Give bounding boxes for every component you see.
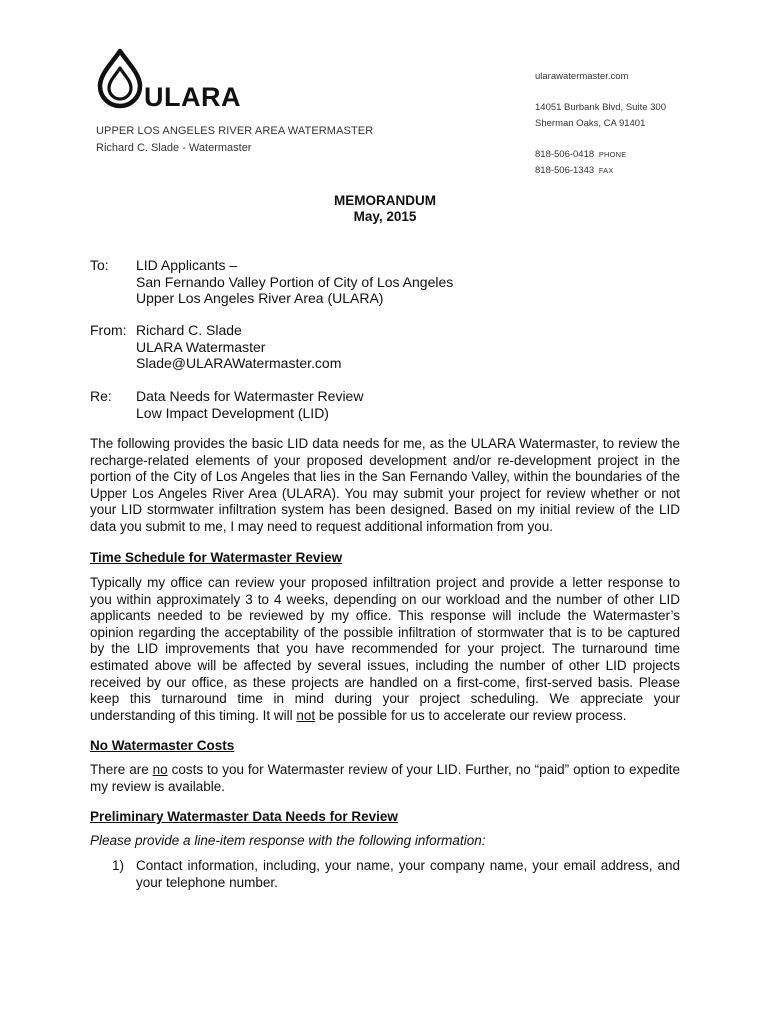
cost-emphasis: no: [152, 762, 168, 777]
cost-text-2: costs to you for Watermaster review of your LID. Further, no “paid” option to expedite my review is available.: [90, 762, 681, 794]
time-schedule-paragraph: [90, 575, 680, 724]
re-line: Low Impact Development (LID): [136, 404, 329, 421]
phone-number: [535, 149, 626, 160]
list-item-text: Contact information, including, your name, your company name, your email address, and your telephone number.: [136, 858, 680, 890]
to-line: San Fernando Valley Portion of City of Los Angeles: [136, 273, 454, 290]
intro-paragraph: The following provides the basic LID data needs for me, as the ULARA Watermaster, to review the recharge-related elements of your proposed development and/or re-development project in the portion of the City of Los Angeles that lies in the San Fernando Valley, within the boundaries of the Upper Los Angeles River Area (ULARA). You may submit your project for review whether or not your LID stormwater infiltration system has been designed. Based on my initial review of the LID data you submit to me, I may need to request additional information from you.: [90, 436, 680, 534]
time-text-1: Typically my office can review your proposed infiltration project and provide a letter response to you within approximately 3 to 4 weeks, depending on our workload and the number of other LID applicants needed to be reviewed by my office. This response will include the Watermaster’s opinion regarding the acceptability of the possible infiltration of stormwater that is to be captured by the LID improvements that you have recommended for your project. The turnaround time estimated above will be affected by several issues, including the number of other LID projects received by our office, as these projects are handled on a first-come, first-served basis. Please keep this turnaround time in mind during your project scheduling. We appreciate your understanding of this timing. It will: [90, 575, 680, 723]
watermaster-name: Richard C. Slade - Watermaster: [96, 142, 252, 154]
fax-number: [535, 165, 614, 176]
org-name: UPPER LOS ANGELES RIVER AREA WATERMASTER: [96, 125, 374, 137]
data-needs-heading: Preliminary Watermaster Data Needs for Review: [90, 809, 398, 824]
time-schedule-heading: Time Schedule for Watermaster Review: [90, 550, 343, 565]
logo-wordmark: ULARA: [144, 82, 241, 112]
ulara-logo: [96, 48, 246, 114]
website-link[interactable]: ularawatermaster.com: [535, 71, 629, 82]
address-line-2: Sherman Oaks, CA 91401: [535, 118, 646, 129]
to-label: To:: [90, 257, 109, 273]
from-line: Richard C. Slade: [136, 322, 242, 338]
fax-tag: FAX: [598, 166, 614, 175]
from-block: [136, 322, 341, 372]
data-needs-instruction: Please provide a line-item response with the following information:: [90, 833, 486, 848]
list-item-number: 1): [112, 858, 125, 873]
from-line: ULARA Watermaster: [136, 338, 266, 355]
from-label: From:: [90, 322, 127, 338]
costs-paragraph: [90, 762, 680, 795]
fax-value: 818-506-1343: [535, 165, 595, 176]
cost-text-1: There are: [90, 762, 153, 777]
address-line-1: 14051 Burbank Blvd, Suite 300: [535, 102, 666, 113]
re-block: [136, 388, 363, 421]
memo-date: May, 2015: [353, 209, 417, 224]
memo-title: MEMORANDUM: [334, 193, 436, 208]
time-emphasis: not: [296, 707, 316, 723]
phone-value: 818-506-0418: [535, 149, 595, 160]
phone-tag: PHONE: [598, 150, 627, 159]
to-block: [136, 257, 453, 307]
time-text-2: be possible for us to accelerate our review process.: [315, 707, 627, 723]
to-line: LID Applicants –: [136, 257, 238, 273]
re-line: Data Needs for Watermaster Review: [136, 388, 364, 404]
list-item: [112, 858, 680, 891]
costs-heading: No Watermaster Costs: [90, 738, 235, 753]
to-line: Upper Los Angeles River Area (ULARA): [136, 290, 384, 306]
re-label: Re:: [90, 388, 112, 404]
water-drop-icon: [96, 48, 144, 110]
from-email[interactable]: Slade@ULARAWatermaster.com: [136, 355, 342, 371]
